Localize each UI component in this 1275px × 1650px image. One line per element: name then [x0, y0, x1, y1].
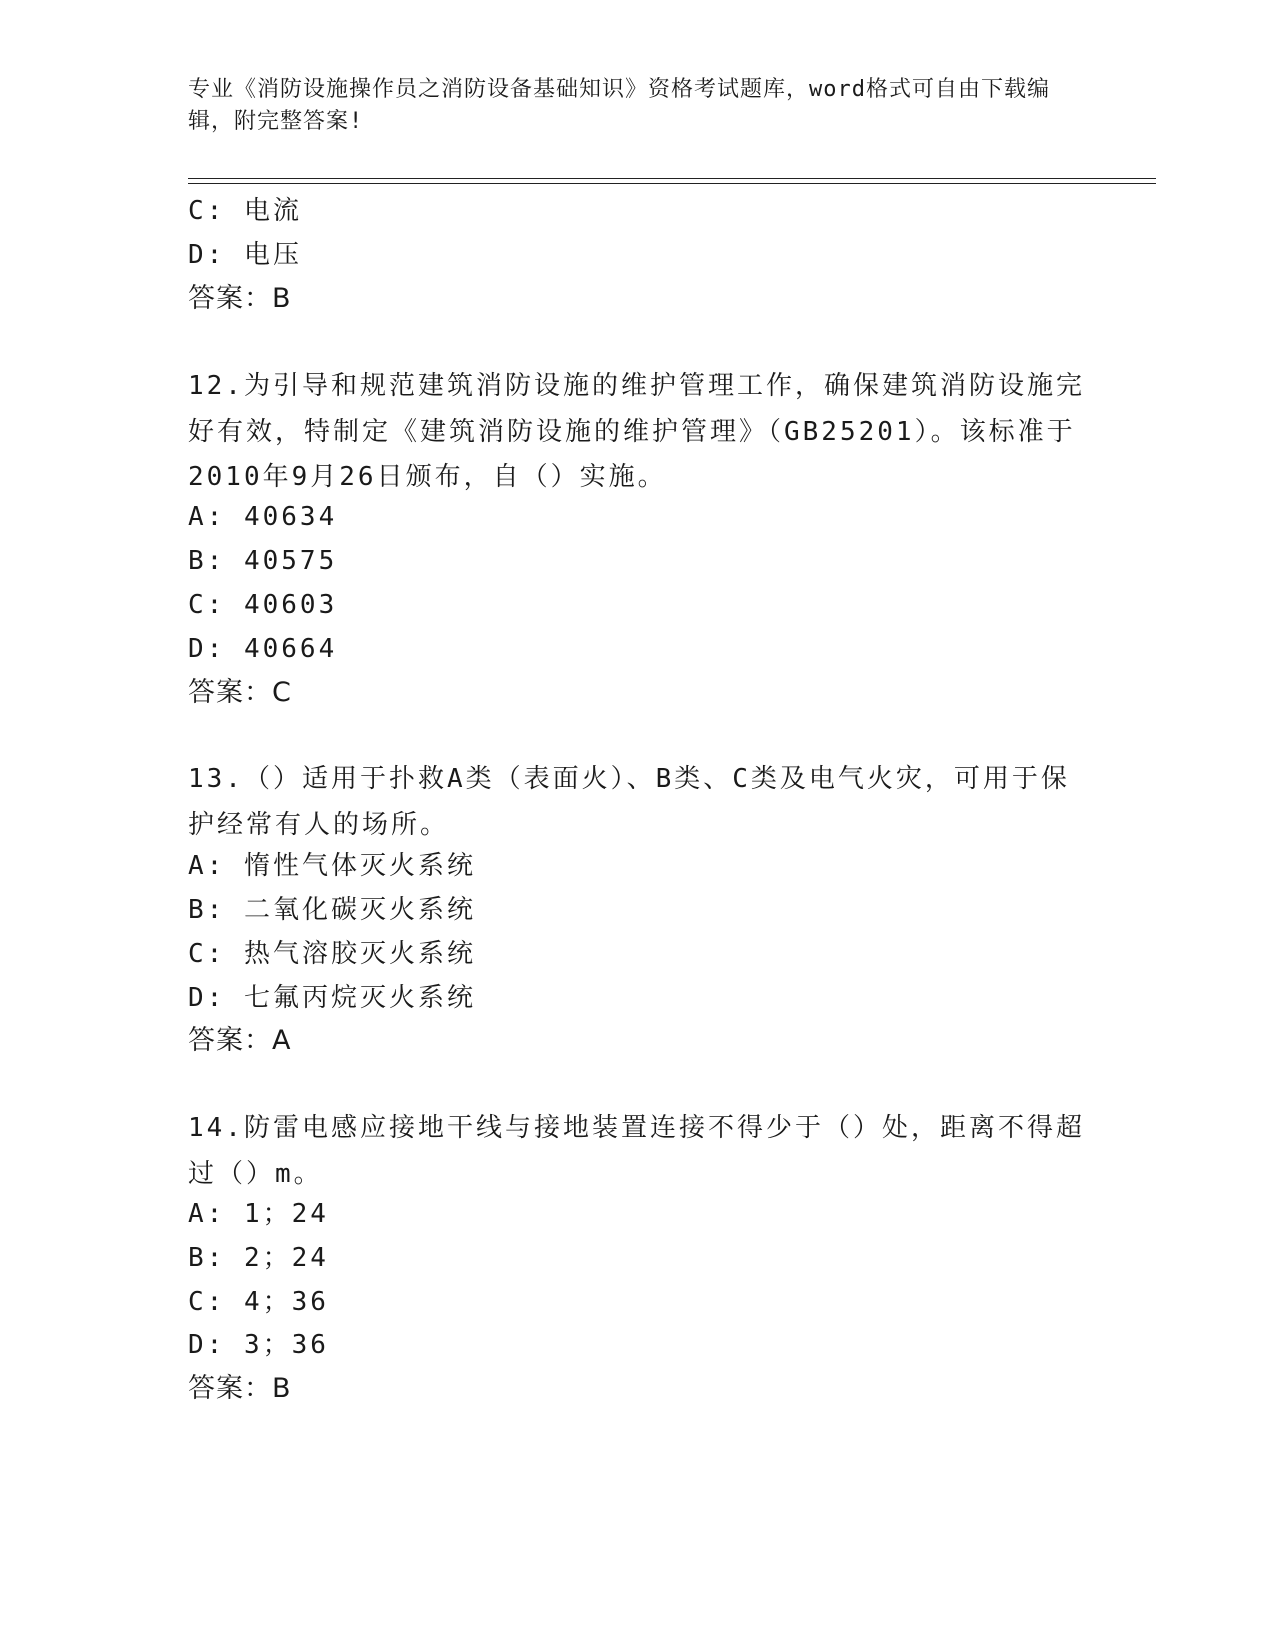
answer-line: 答案：C: [188, 677, 292, 708]
option-d: D: 40664: [188, 634, 338, 664]
option-b: B: 2；24: [188, 1243, 329, 1273]
option-d: D: 电压: [188, 240, 302, 270]
question-13-stem: 13.（）适用于扑救A类（表面火）、B类、C类及电气火灾，可用于保护经常有人的场所。: [188, 764, 1070, 840]
option-a: A: 惰性气体灭火系统: [188, 851, 476, 881]
answer-line: 答案：B: [188, 283, 292, 314]
option-d: D: 3；36: [188, 1330, 329, 1360]
answer-line: 答案：B: [188, 1373, 292, 1404]
option-c: C: 电流: [188, 196, 302, 226]
answer-line: 答案：A: [188, 1025, 292, 1056]
option-d: D: 七氟丙烷灭火系统: [188, 983, 476, 1013]
option-c: C: 40603: [188, 590, 338, 620]
question-14-stem: 14.防雷电感应接地干线与接地装置连接不得少于（）处，距离不得超过（）m。: [188, 1113, 1085, 1189]
option-a: A: 40634: [188, 502, 338, 532]
header-rule-bottom: [188, 183, 1156, 184]
option-b: B: 二氧化碳灭火系统: [188, 895, 476, 925]
document-header: 专业《消防设施操作员之消防设备基础知识》资格考试题库，word格式可自由下载编辑，附完整答案!: [188, 77, 1050, 134]
option-c: C: 4；36: [188, 1287, 329, 1317]
option-b: B: 40575: [188, 546, 338, 576]
option-a: A: 1；24: [188, 1199, 329, 1229]
option-c: C: 热气溶胶灭火系统: [188, 939, 476, 969]
question-12-stem: 12.为引导和规范建筑消防设施的维护管理工作，确保建筑消防设施完好有效，特制定《建筑消防设施的维护管理》（GB25201）。该标准于2010年9月26日颁布，自（）实施。: [188, 371, 1085, 492]
header-rule-top: [188, 178, 1156, 179]
